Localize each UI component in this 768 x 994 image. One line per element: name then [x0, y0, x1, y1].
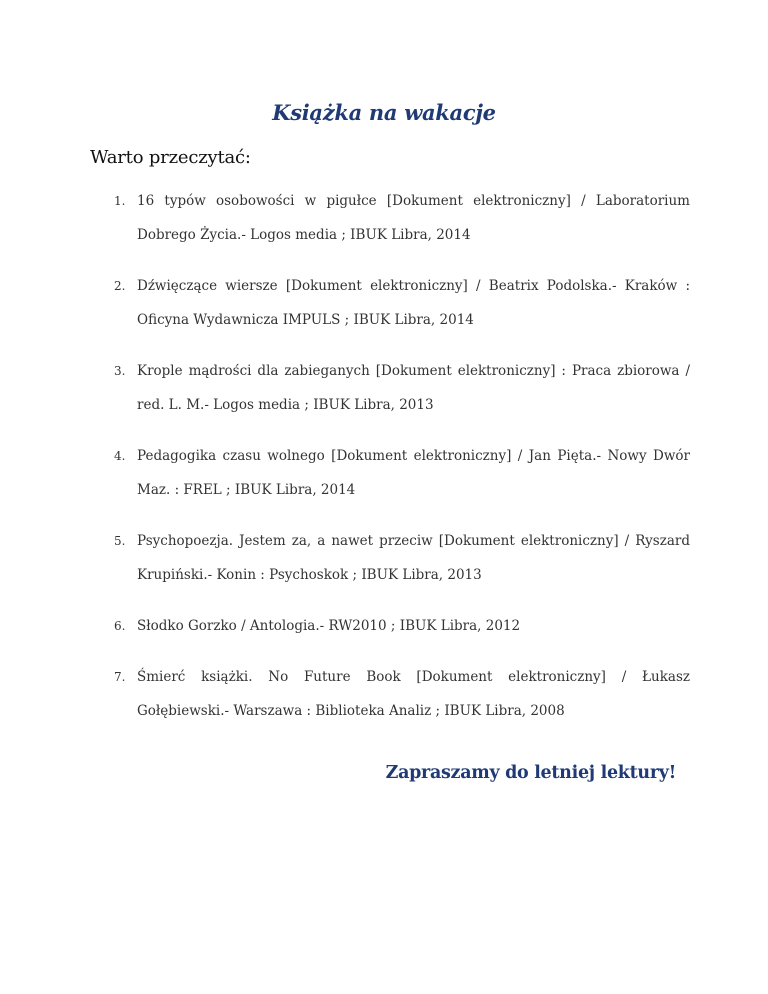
list-item [90, 439, 690, 507]
list-item-number: 5. [114, 534, 126, 548]
list-item [90, 524, 690, 592]
list-item-text: Krople mądrości dla zabieganych [Dokument elektroniczny] : Praca zbiorowa / red. L. M.- Logos media ; IBUK Libra, 2013 [137, 363, 690, 413]
list-item-number: 1. [114, 194, 126, 208]
page-title: Książka na wakacje [272, 100, 496, 125]
closing-invitation: Zapraszamy do letniej lektury! [385, 763, 676, 783]
list-item-number: 6. [114, 619, 126, 633]
list-item-text: Pedagogika czasu wolnego [Dokument elektroniczny] / Jan Pięta.- Nowy Dwór Maz. : FREL ; IBUK Libra, 2014 [137, 448, 690, 498]
list-item [90, 184, 690, 252]
list-item [90, 609, 690, 643]
list-item-number: 2. [114, 279, 126, 293]
list-item-text: 16 typów osobowości w pigułce [Dokument elektroniczny] / Laboratorium Dobrego Życia.- Logos media ; IBUK Libra, 2014 [137, 193, 690, 243]
list-item [90, 354, 690, 422]
list-item [90, 660, 690, 728]
list-item-number: 7. [114, 670, 126, 684]
list-item [90, 269, 690, 337]
list-item-text: Dźwięczące wiersze [Dokument elektroniczny] / Beatrix Podolska.- Kraków : Oficyna Wydawnicza IMPULS ; IBUK Libra, 2014 [137, 278, 690, 328]
list-item-text: Słodko Gorzko / Antologia.- RW2010 ; IBUK Libra, 2012 [137, 618, 521, 634]
list-item-text: Psychopoezja. Jestem za, a nawet przeciw [Dokument elektroniczny] / Ryszard Krupiński.- Konin : Psychoskok ; IBUK Libra, 2013 [137, 533, 690, 583]
section-subtitle: Warto przeczytać: [90, 147, 251, 168]
list-item-number: 4. [114, 449, 126, 463]
list-item-number: 3. [114, 364, 126, 378]
list-item-text: Śmierć książki. No Future Book [Dokument elektroniczny] / Łukasz Gołębiewski.- Warszawa : Biblioteka Analiz ; IBUK Libra, 2008 [137, 669, 690, 719]
book-list [90, 184, 690, 745]
